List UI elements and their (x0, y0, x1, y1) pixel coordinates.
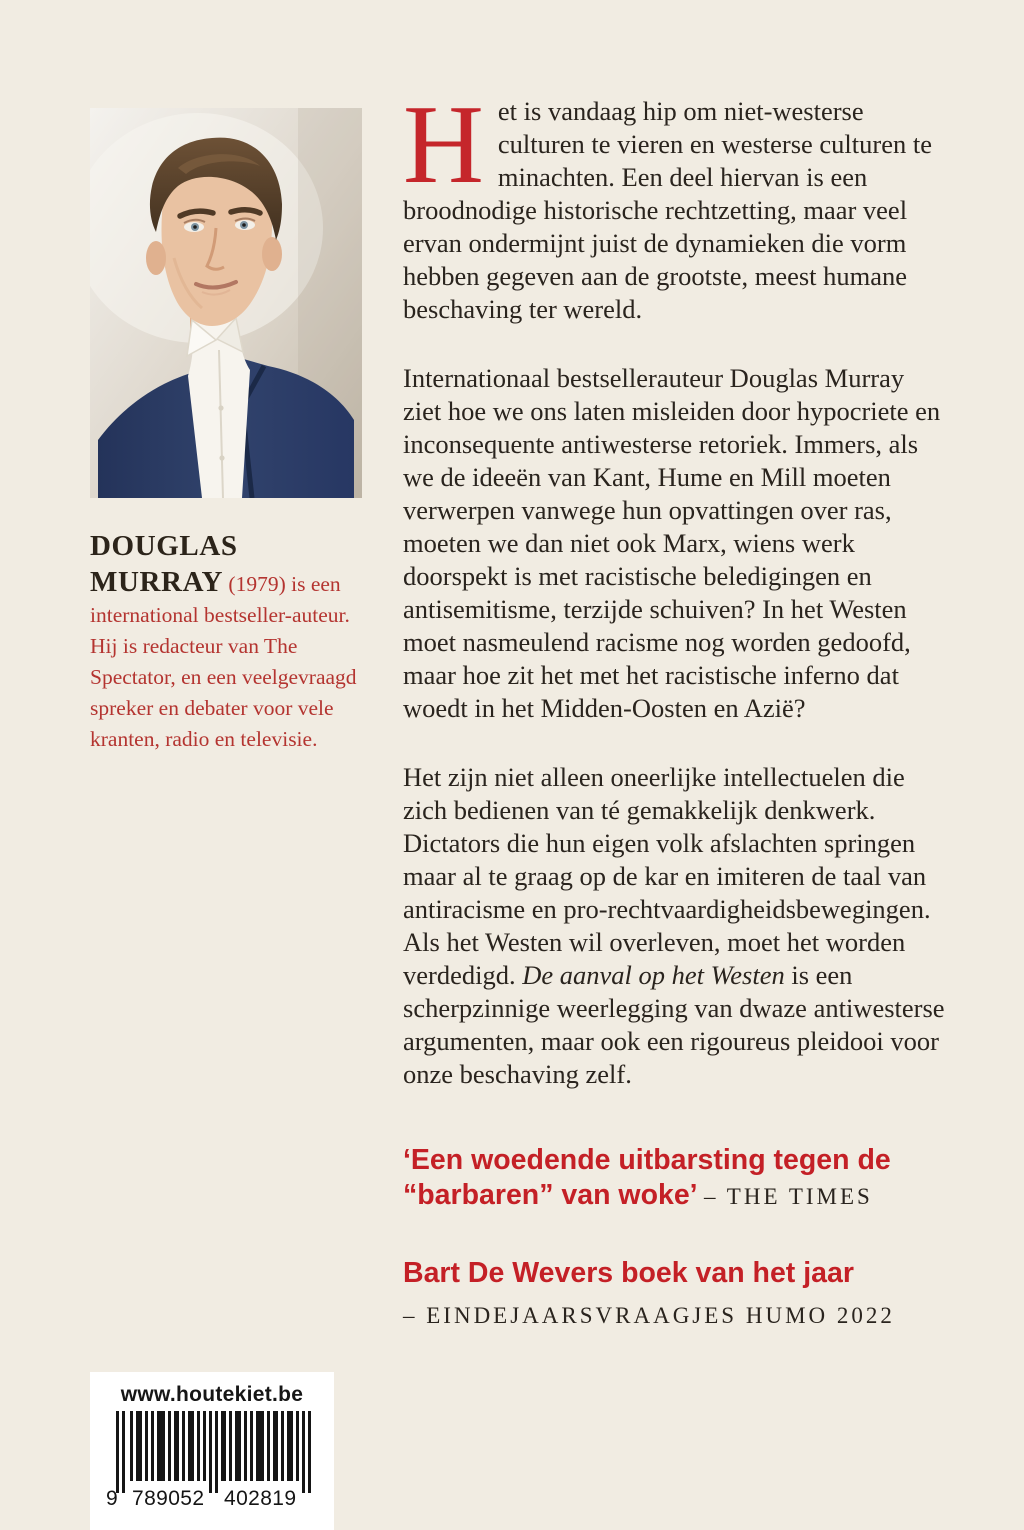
blurb-paragraph-1-text: et is vandaag hip om niet-westerse culturen te vieren en westerse culturen te minachten. Een deel hiervan is een broodnodige historische rechtzetting, maar veel ervan ondermijnt juist de dynamieken die vorm hebben gegeven aan de grootste, meest humane beschaving ter wereld. (403, 96, 932, 324)
website-url: www.houtekiet.be (120, 1383, 304, 1406)
author-portrait-illustration (90, 108, 362, 498)
dropcap-letter: H (403, 83, 484, 207)
blurb-column (403, 83, 945, 1333)
author-bio (90, 528, 376, 755)
ean-barcode (106, 1411, 318, 1507)
book-title-italic: De aanval op het Westen (522, 960, 785, 990)
blurb-paragraph-3-after: is een scherpzinnige weerlegging van dwaze antiwesterse argumenten, maar ook een rigoureus pleidooi voor onze beschaving zelf. (403, 960, 945, 1089)
press-quote-attribution: – THE TIMES (703, 1184, 873, 1209)
blurb-paragraph-3 (403, 761, 945, 1091)
author-photo (90, 108, 362, 498)
isbn-lead-digit: 9 (106, 1487, 118, 1507)
isbn-group-2: 402819 (224, 1487, 296, 1507)
author-bio-text: (1979) is een international bestseller-auteur. Hij is redacteur van The Spectator, en een veelgevraagd spreker en debater voor vele kranten, radio en televisie. (90, 571, 357, 751)
barcode-panel (90, 1372, 334, 1530)
blurb-paragraph-2: Internationaal bestsellerauteur Douglas Murray ziet hoe we ons laten misleiden door hypocriete en inconsequente antiwesterse retoriek. Immers, als we de ideeën van Kant, Hume en Mill moeten verwerpen vanwege hun opvattingen over ras, moeten we dan niet ook Marx, wiens werk doorspekt is met racistische beledigingen en antisemitisme, terzijde schuiven? In het Westen moet nasmeulend racisme nog worden gedoofd, maar hoe zit het met het racistische inferno dat woedt in het Midden-Oosten en Azië? (403, 363, 941, 723)
blurb-paragraph-1 (403, 83, 945, 326)
blurb-paragraph-3-before: Het zijn niet alleen oneerlijke intellectuelen die zich bedienen van té gemakkelijk denkwerk. Dictators die hun eigen volk afslachten springen maar al te graag op de kar en imiteren de taal van antiracisme en pro-rechtvaardigheidsbewegingen. Als het Westen wil overleven, moet het worden verdedigd. (403, 762, 931, 990)
isbn-group-1: 789052 (132, 1487, 204, 1507)
press-quote: ‘Een woedende uitbarsting tegen de “barbaren” van woke’ (403, 1144, 891, 1211)
press-quote-block (403, 1143, 945, 1214)
award-quote-attribution: – EINDEJAARSVRAAGJES HUMO 2022 (403, 1303, 895, 1328)
award-quote-block (403, 1256, 945, 1333)
author-name: DOUGLAS MURRAY (90, 529, 238, 598)
award-quote: Bart De Wevers boek van het jaar (403, 1257, 854, 1289)
